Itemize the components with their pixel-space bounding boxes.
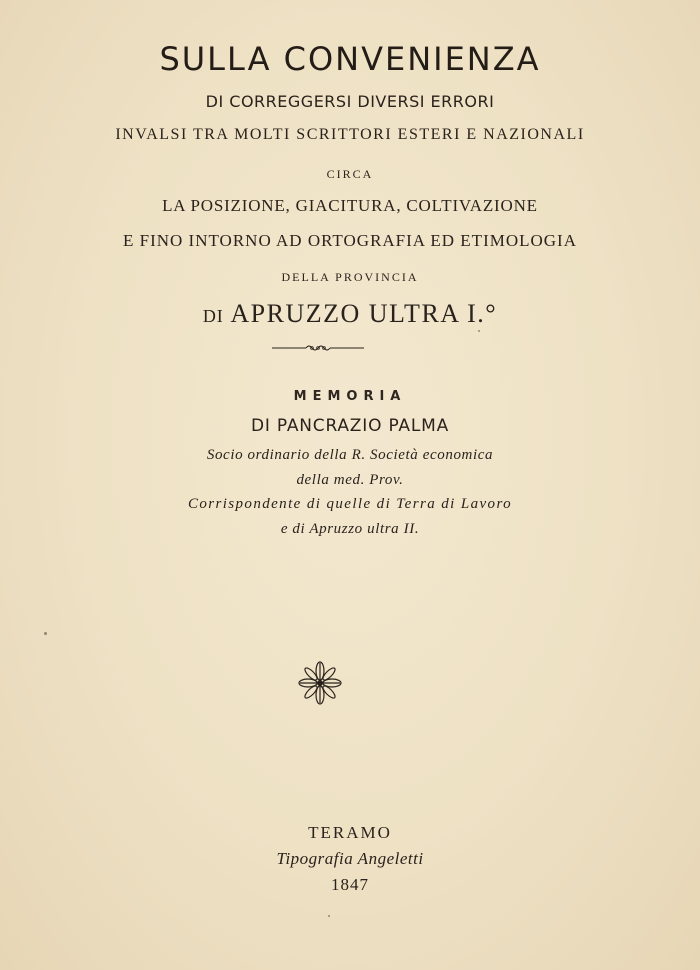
memoria-heading: MEMORIA	[293, 389, 407, 404]
subtitle-line-3: LA POSIZIONE, GIACITURA, COLTIVAZIONE	[162, 196, 538, 215]
region-name: APRUZZO ULTRA I.°	[230, 299, 498, 328]
subtitle-provincia: DELLA PROVINCIA	[281, 270, 419, 284]
paper-speck	[478, 330, 480, 332]
imprint-printer: Tipografia Angeletti	[276, 849, 424, 868]
subtitle-line-1: DI CORREGGERSI DIVERSI ERRORI	[205, 92, 495, 111]
floral-ornament-icon	[298, 659, 342, 707]
paper-speck	[44, 632, 47, 635]
subtitle-line-4: E FINO INTORNO AD ORTOGRAFIA ED ETIMOLOGIA	[122, 231, 577, 250]
region-line	[0, 299, 700, 329]
subtitle-line-2: INVALSI TRA MOLTI SCRITTORI ESTERI E NAZIONALI	[115, 126, 585, 143]
book-title: SULLA CONVENIENZA	[159, 40, 541, 78]
imprint-year: 1847	[331, 875, 369, 894]
paper-speck	[328, 915, 330, 917]
region-prefix: DI	[202, 306, 224, 326]
subtitle-circa: CIRCA	[326, 167, 374, 181]
imprint-city: TERAMO	[308, 823, 392, 842]
author-credential: Socio ordinario della R. Società economica	[206, 447, 494, 463]
author-credential: della med. Prov.	[296, 472, 404, 488]
author-credential: Corrispondente di quelle di Terra di Lavoro	[187, 496, 513, 512]
author-name: DI PANCRAZIO PALMA	[250, 416, 450, 436]
rule-ornament-icon	[270, 340, 366, 356]
author-credential: e di Apruzzo ultra II.	[280, 521, 420, 537]
